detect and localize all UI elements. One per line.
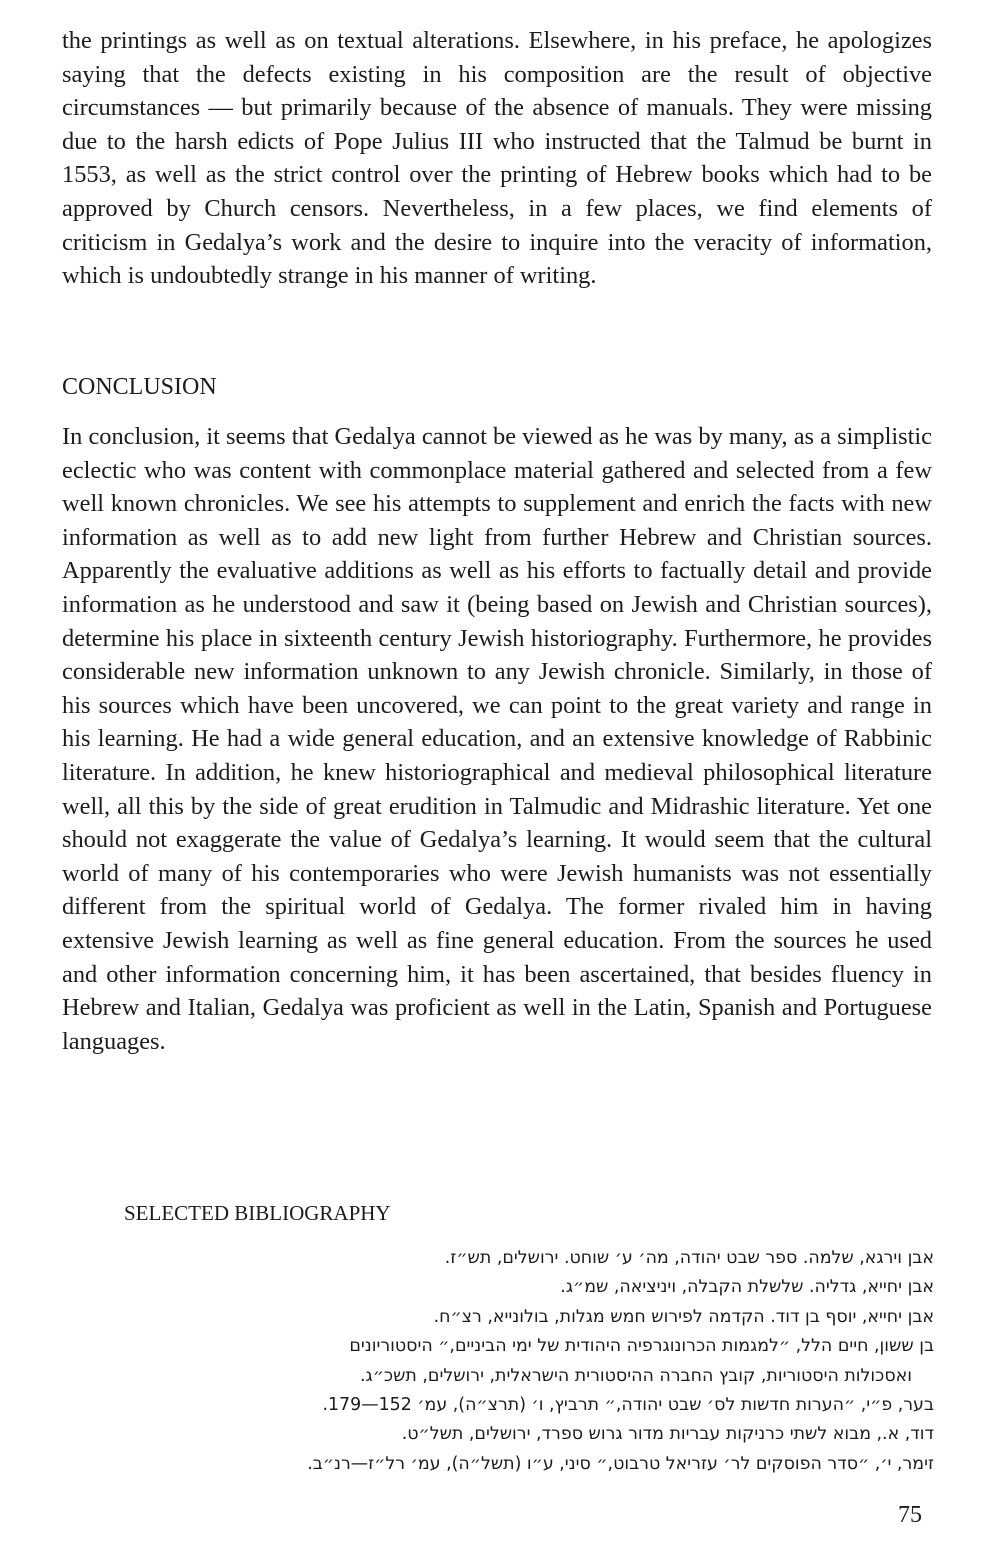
bibliography-heading: SELECTED BIBLIOGRAPHY [124, 1201, 391, 1225]
bibliography-entry: אבן יחייא, גדליה. שלשלת הקבלה, ויניציאה, שמ״ג. [560, 1277, 934, 1298]
bibliography-entry: אבן וירגא, שלמה. ספר שבט יהודה, מה׳ ע׳ שוחט. ירושלים, תש״ז. [444, 1248, 934, 1268]
bibliography-entry: דוד, א., מבוא לשתי כרניקות עבריות מדור גרוש ספרד, ירושלים, תשל״ט. [401, 1424, 934, 1445]
bibliography-entry-continuation: ואסכולות היסטוריות, קובץ החברה ההיסטורית הישראלית, ירושלים, תשכ״ג. [360, 1365, 912, 1386]
section-heading-conclusion: CONCLUSION [62, 374, 217, 400]
body-paragraph-2: In conclusion, it seems that Gedalya cannot be viewed as he was by many, as a simplistic eclectic who was content with commonplace material gathered and selected from a few well known chronicles. We see his attempts to supplement and enrich the facts with new information as well as to add new light from further Hebrew and Christian sources. Apparently the evaluative additions as well as his efforts to factually detail and provide information as he understood and saw it (being based on Jewish and Christian sources), determine his place in sixteenth century Jewish historiography. Furthermore, he provides considerable new information unknown to any Jewish chronicle. Similarly, in those of his sources which have been uncovered, we can point to the great variety and range in his learning. He had a wide general education, and an extensive knowledge of Rabbinic literature. In addition, he knew historiographical and medieval philosophical literature well, all this by the side of great erudition in Talmudic and Midrashic literature. Yet one should not exaggerate the value of Gedalya’s learning. It would seem that the cultural world of many of his contemporaries who were Jewish humanists was not essentially different from the spiritual world of Gedalya. The former rivaled him in having extensive Jewish learning as well as fine general education. From the sources he used and other information concerning him, it has been ascertained, that besides fluency in Hebrew and Italian, Gedalya was proficient as well in the Latin, Spanish and Portuguese languages. [62, 423, 932, 1055]
bibliography-list [100, 1244, 934, 1479]
bibliography-entry: בער, פ״י, ״הערות חדשות לס׳ שבט יהודה,״ תרביץ, ו׳ (תרצ״ה), עמ׳ 152—179. [322, 1395, 934, 1416]
body-paragraph-1: the printings as well as on textual alterations. Elsewhere, in his preface, he apologizes saying that the defects existing in his composition are the result of objective circumstances — but primarily because of the absence of manuals. They were missing due to the harsh edicts of Pope Julius III who instructed that the Talmud be burnt in 1553, as well as the strict control over the printing of Hebrew books which had to be approved by Church censors. Nevertheless, in a few places, we find elements of criticism in Gedalya’s work and the desire to inquire into the veracity of information, which is undoubtedly strange in his manner of writing. [62, 27, 932, 290]
bibliography-entry: בן ששון, חיים הלל, ״למגמות הכרונוגרפיה היהודית של ימי הביניים,״ היסטוריונים [349, 1336, 934, 1357]
bibliography-entry: זימר, י׳, ״סדר הפוסקים לר׳ עזריאל טרבוט,״ סיני, ע״ו (תשל״ה), עמ׳ רל״ז—רנ״ב. [307, 1453, 934, 1474]
bibliography-entry: אבן יחייא, יוסף בן דוד. הקדמה לפירוש חמש מגלות, בולונייא, רצ״ח. [433, 1306, 934, 1327]
page-number: 75 [898, 1502, 922, 1528]
